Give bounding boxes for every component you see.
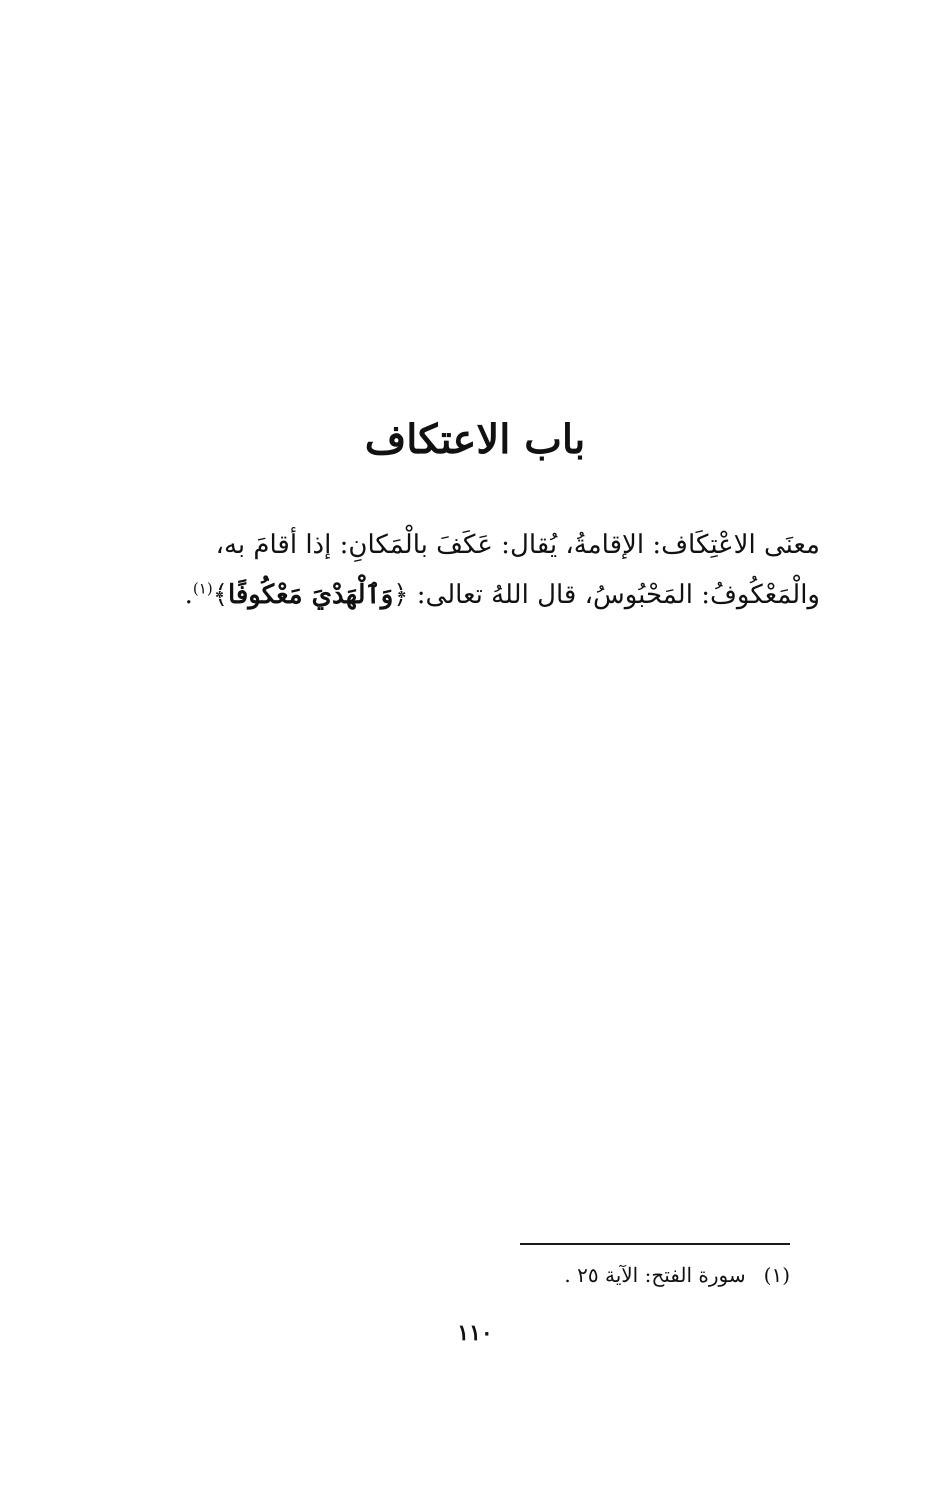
footnote-text: سورة الفتح: الآية ٢٥ . <box>564 1263 746 1287</box>
body-line-1: معنَى الاعْتِكَاف: الإقامةُ، يُقال: عَكَفَ بالْمَكانِ: إذا أقامَ به، <box>215 530 820 560</box>
chapter-title: باب الاعتكاف <box>364 416 586 463</box>
body-paragraph <box>140 520 820 620</box>
footnote-divider <box>520 1243 790 1245</box>
footnote <box>430 1258 790 1292</box>
quran-close-bracket: ﴾ <box>212 580 228 610</box>
footnote-reference: (١) <box>192 579 213 598</box>
quran-open-bracket: ﴿ <box>393 580 409 610</box>
body-line-2 <box>140 570 820 620</box>
quran-verse: وَٱلْهَدْيَ مَعْكُوفًا <box>227 580 394 610</box>
sentence-end-period: . <box>184 580 193 610</box>
body-line-2-text: والْمَعْكُوفُ: المَحْبُوسُ، قال اللهُ تعالى: <box>408 580 820 610</box>
footnote-number: (١) <box>763 1263 790 1287</box>
page-number: ١١٠ <box>457 1320 493 1346</box>
